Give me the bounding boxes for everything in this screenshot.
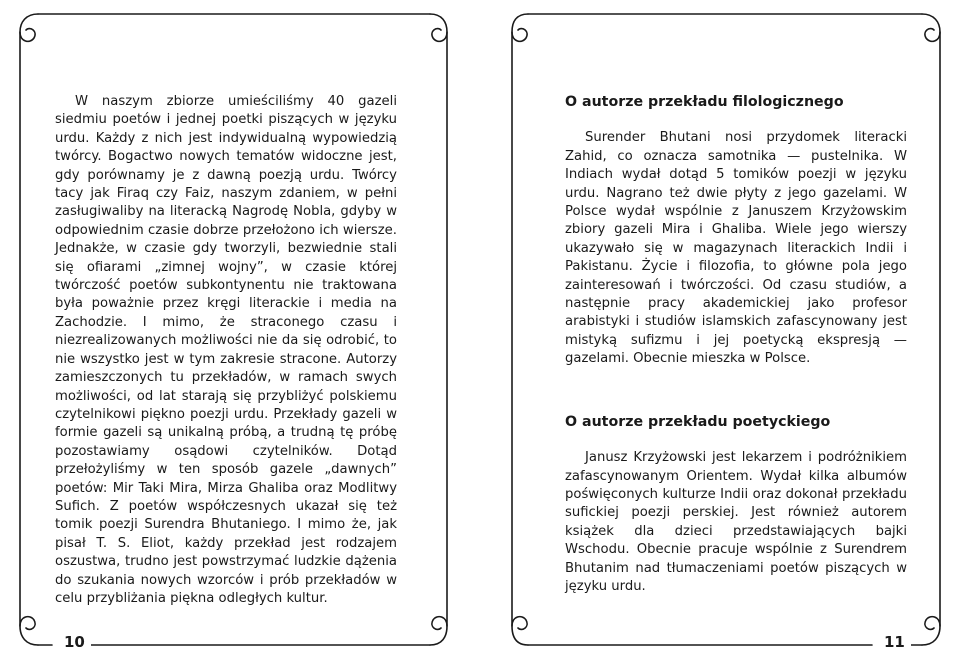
page-number-left: 10 <box>58 633 91 651</box>
section-title: O autorze przekładu filologicznego <box>565 94 844 110</box>
section-body: Janusz Krzyżowski jest lekarzem i podróżnikiem zafascynowanym Orientem. Wydał kilka albumów poświęconych kulturze Indii oraz dokonał przekładu sufickiej poezji perskiej. Jest również autorem książek dla dzieci przedstawiających bajki Wschodu. Obecnie pracuje wspólnie z Surendrem Bhutanim nad tłumaczeniami poetów piszących w języku urdu. <box>565 450 907 594</box>
left-page-body <box>55 93 397 608</box>
section-philological-translator <box>565 93 907 369</box>
section-body: Surender Bhutani nosi przydomek literacki Zahid, co oznacza samotnika — pustelnika. W Indiach wydał dotąd 5 tomików poezji w języku urdu. Nagrano też dwie płyty z jego gazelami. W Polsce wydał wspólnie z Januszem Krzyżowskim zbiory gazeli Mira i Ghaliba. Wiele jego wierszy ukazywało się w magazynach literackich Indii i Pakistanu. Życie i filozofia, to główne pola jego zainteresowań i twórczości. Od czasu studiów, a następnie pracy akademickiej jako profesor arabistyki i studiów islamskich zafascynowany jest mistyką sufizmu i jej poetycką ekspresją — gazelami. Obecnie mieszka w Polsce. <box>565 130 907 367</box>
intro-paragraph: W naszym zbiorze umieściliśmy 40 gazeli siedmiu poetów i jednej poetki piszących w języku urdu. Każdy z nich jest indywidualną wypowiedzią twórcy. Bogactwo nowych tematów widoczne jest, gdy porównamy je z dawną poezją urdu. Twórcy tacy jak Firaq czy Faiz, naszym zdaniem, w pełni zasługiwaliby na literacką Nagrodę Nobla, gdyby w odpowiednim czasie dobrze przełożono ich wiersze. Jednakże, w czasie gdy tworzyli, bezwiednie stali się ofiarami „zimnej wojny”, w czasie której twórczość poetów subkontynentu nie traktowana była poważnie przez kręgi literackie i media na Zachodzie. I mimo, że straconego czasu i niezrealizowanych możliwości nie da się odrobić, to nie wszystko jest w tym zakresie stracone. Autorzy zamieszczonych tu przekładów, w ramach swych możliwości, od lat starają się przybliżyć polskiemu czytelnikowi piękno poezji urdu. Przekłady gazeli w formie gazeli są unikalną próbą, a trudną tę próbę pozostawiamy osądowi czytelników. Dotąd przełożyliśmy w ten sposób gazele „dawnych” poetów: Mir Taki Mira, Mirza Ghaliba oraz Modlitwy Sufich. Z poetów współczesnych ukazał się też tomik poezji Surendra Bhutaniego. I mimo że, jak pisał T. S. Eliot, każdy przekład jest rodzajem oszustwa, trudno jest powstrzymać ludzkie dążenia do szukania nowych wzorców i prób przekładów w celu przybliżania piękna odległych kultur. <box>55 94 397 606</box>
section-title: O autorze przekładu poetyckiego <box>565 413 831 430</box>
page-number-right: 11 <box>878 633 911 651</box>
section-poetic-translator <box>565 413 907 597</box>
right-page-body <box>565 93 907 596</box>
